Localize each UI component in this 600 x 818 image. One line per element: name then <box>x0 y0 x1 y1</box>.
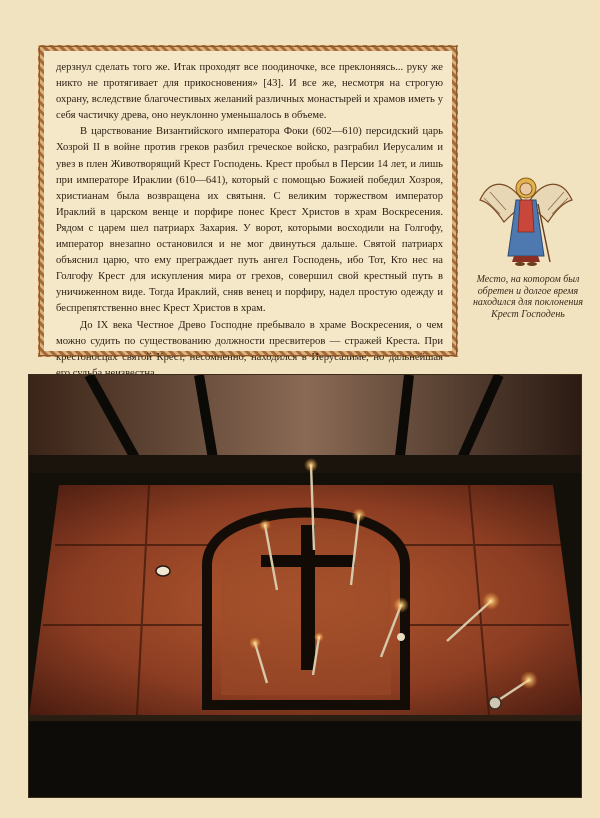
photo-cross-site <box>28 374 582 798</box>
angel-icon <box>470 170 582 270</box>
paragraph-2: В царствование Византийского императора Фоки (602—610) персидский царь Хозрой II в войне против греков разбил греческое войско, разграбил Иерусалим и увез в плен Животворящий Крест Господень. Крест пробыл в Персии 14 лет, и лишь при императоре Ираклии (610—641), который с помощью Божией победил Хозроя, христианам была возвращена их святыня. С великим торжеством император Ираклий в царском венце и порфире понес Крест Христов в храм Воскресения. Рядом с царем шел патриарх Захария. У ворот, которыми восходили на Голгофу, император внезапно остановился и не мог двинуться дальше. Святой патриарх объяснил царю, что ему преграждает путь ангел Господень, ибо Тот, Кто нес на Голгофу Крест для искупления мира от грехов, совершил свой крестный путь в уничиженном виде. Тогда Ираклий, сняв венец и порфиру, надел простую одежду и беспрепятственно внес Крест Христов в храм. <box>56 126 443 315</box>
paragraph-3: До IX века Честное Древо Господне пребывало в храме Воскресения, о чем можно судить по существованию должности пресвитеров — стражей Креста. При крестоносцах святой Крест, несомненно, находился в Иерусалиме, но дальнейшая <box>56 319 443 363</box>
text-frame <box>38 45 458 363</box>
illustration-caption: Место, на котором был обретен и долгое время находился для поклонения Крест Господень <box>472 274 584 320</box>
paragraph-1: дерзнул сделать того же. Итак проходят все поодиночке, все преклоняясь... руку же никто не протягивает для прикосновения» [43]. И все же, несмотря на строгую охрану, вследствие благочестивых желаний различных монастырей и храмов иметь у себя частичку древа, оно неуклонно уменьшалось в объеме. <box>56 62 443 122</box>
